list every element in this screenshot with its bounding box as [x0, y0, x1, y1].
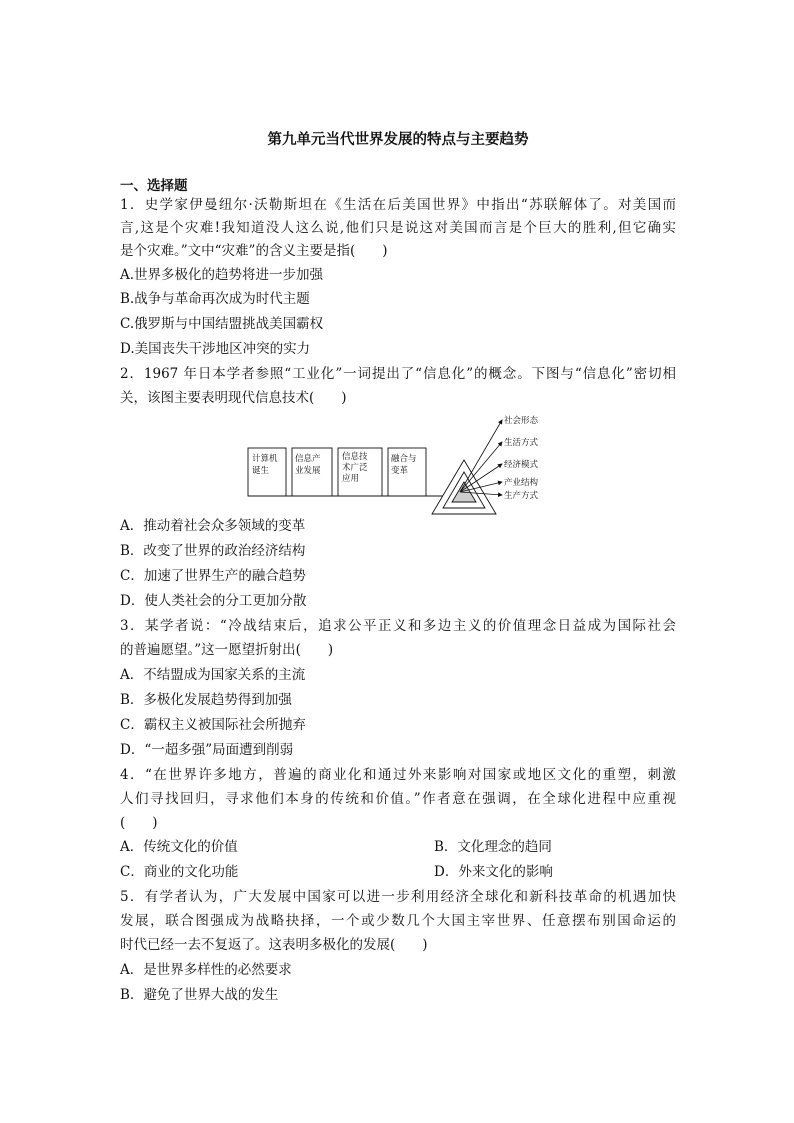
diagram-box-text: 业发展: [295, 466, 321, 476]
q5-option-a: A．是世界多样性的必然要求: [120, 962, 292, 978]
q1-option-d: D.美国丧失干涉地区冲突的实力: [120, 341, 311, 357]
q5-stem-line: 5．有学者认为，广大发展中国家可以进一步利用经济全球化和新科技革命的机遇加快: [120, 889, 676, 905]
q4-option-d: D．外来文化的影响: [434, 864, 553, 880]
diagram-box-text: 诞生: [252, 466, 270, 476]
diagram-label: 社会形态: [504, 416, 539, 426]
page-title: 第九单元当代世界发展的特点与主要趋势: [267, 132, 529, 148]
q1-option-b: B.战争与革命再次成为时代主题: [120, 291, 310, 307]
q2-option-c: C．加速了世界生产的融合趋势: [120, 568, 306, 584]
q4-stem-line: 4．“在世界许多地方，普遍的商业化和通过外来影响对国家或地区文化的重塑，刺激: [120, 767, 676, 783]
diagram-label: 生产方式: [504, 491, 539, 501]
diagram-box-2: [292, 448, 332, 496]
q1-stem-line: 是个灾难。”文中“灾难”的含义主要是指( ): [120, 243, 388, 259]
diagram-box-text: 融合与: [391, 454, 417, 464]
diagram-box-text: 变革: [391, 466, 409, 476]
diagram-box-text: 信息技: [342, 452, 368, 462]
diagram-box-4: [388, 448, 426, 496]
q1-option-c: C.俄罗斯与中国结盟挑战美国霸权: [120, 316, 324, 332]
diagram-box-3: [338, 448, 382, 496]
q5-stem-line: 发展，联合图强成为战略抉择，一个或少数几个大国主宰世界、任意摆布别国命运的: [120, 913, 676, 929]
q5-stem-line: 时代已经一去不复返了。这表明多极化的发展( ): [120, 937, 428, 953]
q2-option-d: D．使人类社会的分工更加分散: [120, 593, 307, 609]
q3-option-d: D．“一超多强”局面遭到削弱: [120, 742, 294, 758]
q2-stem-line: 关，该图主要表明现代信息技术( ): [120, 390, 347, 406]
q3-option-b: B．多极化发展趋势得到加强: [120, 692, 292, 708]
q4-stem-line: 人们寻找回归，寻求他们本身的传统和价值。”作者意在强调，在全球化进程中应重视: [120, 791, 676, 807]
q4-stem-line: ( ): [120, 815, 158, 831]
q3-option-c: C．霸权主义被国际社会所抛弃: [120, 717, 306, 733]
diagram-label: 生活方式: [504, 438, 539, 448]
diagram-label: 经济模式: [504, 460, 539, 470]
q3-stem-line: 3．某学者说：“冷战结束后，追求公平正义和多边主义的价值理念日益成为国际社会: [120, 618, 676, 634]
diagram-label: 产业结构: [504, 478, 539, 488]
q4-option-b: B．文化理念的趋同: [434, 839, 552, 855]
information-technology-diagram: [246, 412, 556, 516]
diagram-box-text: 术广泛: [342, 463, 368, 473]
q2-stem-line: 2．1967 年日本学者参照“工业化”一词提出了“信息化”的概念。下图与“信息化”密切相: [120, 366, 676, 382]
q3-stem-line: 的普遍愿望。”这一愿望折射出( ): [120, 642, 334, 658]
q5-option-b: B．避免了世界大战的发生: [120, 987, 279, 1003]
q3-option-a: A．不结盟成为国家关系的主流: [120, 667, 306, 683]
section-heading: 一、选择题: [120, 178, 188, 194]
diagram-box-text: 计算机: [252, 454, 278, 464]
diagram-box-1: [248, 448, 286, 496]
q2-option-a: A．推动着社会众多领域的变革: [120, 518, 306, 534]
diagram-box-text: 应用: [342, 474, 360, 484]
q2-option-b: B．改变了世界的政治经济结构: [120, 543, 306, 559]
q4-option-c: C．商业的文化功能: [120, 864, 239, 880]
q4-option-a: A．传统文化的价值: [120, 839, 238, 855]
q1-stem-line: 言,这是个灾难!我知道没人这么说,他们只是说这对美国而言是个巨大的胜利,但它确实: [120, 220, 676, 236]
diagram-box-text: 信息产: [295, 454, 321, 464]
q1-option-a: A.世界多极化的趋势将进一步加强: [120, 267, 324, 283]
q1-stem-line: 1．史学家伊曼纽尔·沃勒斯坦在《生活在后美国世界》中指出“苏联解体了。对美国而: [120, 197, 676, 213]
